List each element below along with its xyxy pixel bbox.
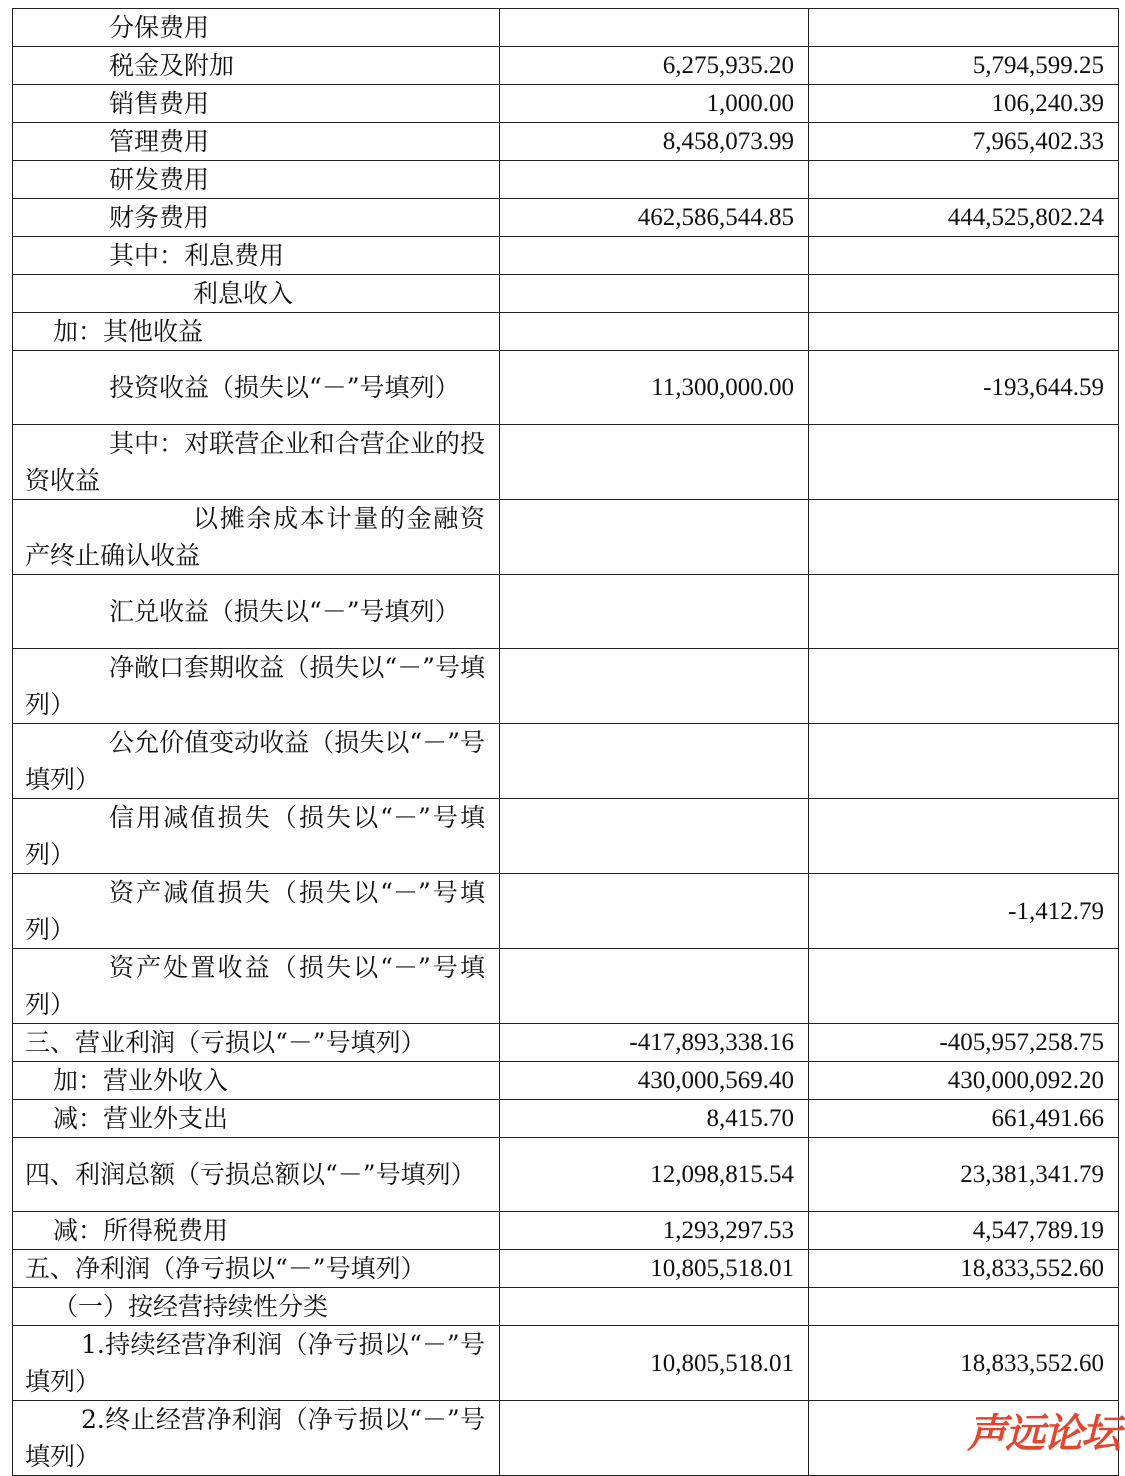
- income-statement-body: [13, 9, 1119, 1476]
- table-row: [13, 1138, 1119, 1212]
- row-label: 其中：对联营企业和合营企业的投资收益: [13, 425, 500, 500]
- prior-period-value: -1,412.79: [809, 874, 1119, 949]
- prior-period-value: [809, 649, 1119, 724]
- row-label: 投资收益（损失以“－”号填列）: [13, 351, 500, 425]
- current-period-value: 10,805,518.01: [500, 1326, 809, 1401]
- prior-period-value: [809, 724, 1119, 799]
- table-row: [13, 799, 1119, 874]
- table-row: [13, 425, 1119, 500]
- prior-period-value: 4,547,789.19: [809, 1212, 1119, 1250]
- table-row: [13, 949, 1119, 1024]
- prior-period-value: 7,965,402.33: [809, 123, 1119, 161]
- current-period-value: 12,098,815.54: [500, 1138, 809, 1212]
- table-row: [13, 47, 1119, 85]
- current-period-value: [500, 9, 809, 47]
- current-period-value: [500, 425, 809, 500]
- row-label: 减：所得税费用: [13, 1212, 500, 1250]
- table-row: [13, 85, 1119, 123]
- current-period-value: 11,300,000.00: [500, 351, 809, 425]
- table-row: [13, 351, 1119, 425]
- row-label: 净敞口套期收益（损失以“－”号填列）: [13, 649, 500, 724]
- prior-period-value: -193,644.59: [809, 351, 1119, 425]
- current-period-value: [500, 313, 809, 351]
- prior-period-value: [809, 275, 1119, 313]
- table-row: [13, 123, 1119, 161]
- row-label: 研发费用: [13, 161, 500, 199]
- current-period-value: [500, 949, 809, 1024]
- watermark-logo: 声远论坛: [967, 1411, 1119, 1457]
- current-period-value: 10,805,518.01: [500, 1250, 809, 1288]
- table-row: [13, 237, 1119, 275]
- row-label: 信用减值损失（损失以“－”号填列）: [13, 799, 500, 874]
- current-period-value: [500, 161, 809, 199]
- income-statement-table: [12, 8, 1119, 1476]
- table-row: [13, 649, 1119, 724]
- row-label: 税金及附加: [13, 47, 500, 85]
- row-label: 公允价值变动收益（损失以“－”号填列）: [13, 724, 500, 799]
- current-period-value: [500, 874, 809, 949]
- table-row: [13, 161, 1119, 199]
- prior-period-value: [809, 9, 1119, 47]
- table-row: [13, 500, 1119, 575]
- current-period-value: 430,000,569.40: [500, 1062, 809, 1100]
- table-row: [13, 1401, 1119, 1476]
- row-label: 减：营业外支出: [13, 1100, 500, 1138]
- row-label: 三、营业利润（亏损以“－”号填列）: [13, 1024, 500, 1062]
- row-label: 五、净利润（净亏损以“－”号填列）: [13, 1250, 500, 1288]
- prior-period-value: 661,491.66: [809, 1100, 1119, 1138]
- current-period-value: 1,000.00: [500, 85, 809, 123]
- current-period-value: 8,415.70: [500, 1100, 809, 1138]
- table-row: [13, 1250, 1119, 1288]
- row-label: 分保费用: [13, 9, 500, 47]
- prior-period-value: [809, 575, 1119, 649]
- row-label: 销售费用: [13, 85, 500, 123]
- current-period-value: 462,586,544.85: [500, 199, 809, 237]
- table-row: [13, 275, 1119, 313]
- current-period-value: 6,275,935.20: [500, 47, 809, 85]
- current-period-value: [500, 1288, 809, 1326]
- table-row: [13, 313, 1119, 351]
- table-row: [13, 724, 1119, 799]
- row-label: 资产减值损失（损失以“－”号填列）: [13, 874, 500, 949]
- current-period-value: 1,293,297.53: [500, 1212, 809, 1250]
- table-row: [13, 1326, 1119, 1401]
- current-period-value: [500, 500, 809, 575]
- row-label: （一）按经营持续性分类: [13, 1288, 500, 1326]
- current-period-value: [500, 275, 809, 313]
- row-label: 1.持续经营净利润（净亏损以“－”号填列）: [13, 1326, 500, 1401]
- prior-period-value: [809, 425, 1119, 500]
- current-period-value: -417,893,338.16: [500, 1024, 809, 1062]
- row-label: 加：其他收益: [13, 313, 500, 351]
- table-row: [13, 1100, 1119, 1138]
- row-label: 财务费用: [13, 199, 500, 237]
- row-label: 2.终止经营净利润（净亏损以“－”号填列）: [13, 1401, 500, 1476]
- row-label: 管理费用: [13, 123, 500, 161]
- prior-period-value: -405,957,258.75: [809, 1024, 1119, 1062]
- prior-period-value: 5,794,599.25: [809, 47, 1119, 85]
- prior-period-value: [809, 1288, 1119, 1326]
- row-label: 利息收入: [13, 275, 500, 313]
- prior-period-value: 18,833,552.60: [809, 1250, 1119, 1288]
- row-label: 其中：利息费用: [13, 237, 500, 275]
- prior-period-value: [809, 237, 1119, 275]
- current-period-value: 8,458,073.99: [500, 123, 809, 161]
- table-row: [13, 874, 1119, 949]
- prior-period-value: [809, 313, 1119, 351]
- prior-period-value: [809, 949, 1119, 1024]
- prior-period-value: 18,833,552.60: [809, 1326, 1119, 1401]
- row-label: 资产处置收益（损失以“－”号填列）: [13, 949, 500, 1024]
- table-row: [13, 9, 1119, 47]
- prior-period-value: 106,240.39: [809, 85, 1119, 123]
- prior-period-value: 444,525,802.24: [809, 199, 1119, 237]
- prior-period-value: 430,000,092.20: [809, 1062, 1119, 1100]
- prior-period-value: [809, 161, 1119, 199]
- current-period-value: [500, 1401, 809, 1476]
- table-row: [13, 199, 1119, 237]
- prior-period-value: [809, 799, 1119, 874]
- table-row: [13, 1212, 1119, 1250]
- current-period-value: [500, 575, 809, 649]
- current-period-value: [500, 237, 809, 275]
- row-label: 加：营业外收入: [13, 1062, 500, 1100]
- prior-period-value: [809, 500, 1119, 575]
- prior-period-value: 23,381,341.79: [809, 1138, 1119, 1212]
- table-row: [13, 1288, 1119, 1326]
- table-row: [13, 1062, 1119, 1100]
- table-row: [13, 575, 1119, 649]
- row-label: 汇兑收益（损失以“－”号填列）: [13, 575, 500, 649]
- current-period-value: [500, 649, 809, 724]
- current-period-value: [500, 799, 809, 874]
- row-label: 四、利润总额（亏损总额以“－”号填列）: [13, 1138, 500, 1212]
- table-row: [13, 1024, 1119, 1062]
- current-period-value: [500, 724, 809, 799]
- row-label: 以摊余成本计量的金融资产终止确认收益: [13, 500, 500, 575]
